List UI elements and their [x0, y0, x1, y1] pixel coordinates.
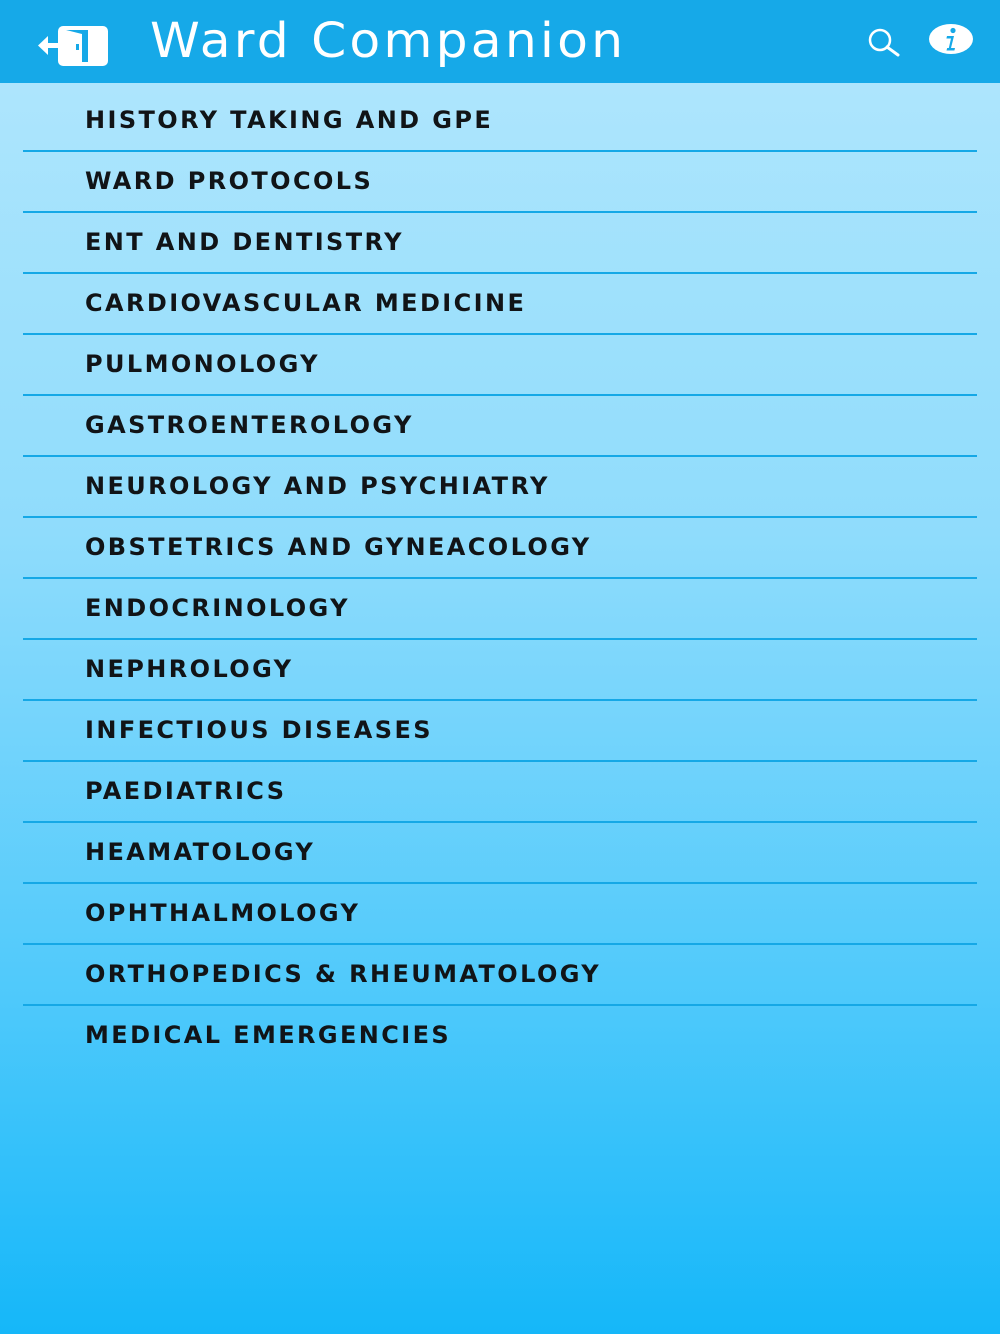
- menu-item-label: HEAMATOLOGY: [85, 838, 316, 866]
- info-button[interactable]: [927, 22, 975, 58]
- menu-item-label: WARD PROTOCOLS: [85, 167, 374, 195]
- menu-item-label: NEUROLOGY AND PSYCHIATRY: [85, 472, 550, 500]
- menu-item-orthopedics-rheumatology[interactable]: [23, 945, 977, 1006]
- menu-item-paediatrics[interactable]: [23, 762, 977, 823]
- topic-menu-list: [23, 91, 977, 1065]
- menu-item-endocrinology[interactable]: [23, 579, 977, 640]
- menu-item-heamatology[interactable]: [23, 823, 977, 884]
- menu-item-nephrology[interactable]: [23, 640, 977, 701]
- exit-door-icon: [36, 20, 112, 70]
- menu-item-pulmonology[interactable]: [23, 335, 977, 396]
- menu-item-infectious-diseases[interactable]: [23, 701, 977, 762]
- menu-item-label: PAEDIATRICS: [85, 777, 287, 805]
- menu-item-label: CARDIOVASCULAR MEDICINE: [85, 289, 527, 317]
- menu-item-label: HISTORY TAKING AND GPE: [85, 106, 494, 134]
- menu-item-cardiovascular[interactable]: [23, 274, 977, 335]
- menu-item-obstetrics[interactable]: [23, 518, 977, 579]
- app-header: [0, 0, 1000, 83]
- menu-item-label: MEDICAL EMERGENCIES: [85, 1021, 452, 1049]
- menu-item-ophthalmology[interactable]: [23, 884, 977, 945]
- menu-item-label: ORTHOPEDICS & RHEUMATOLOGY: [85, 960, 602, 988]
- menu-item-medical-emergencies[interactable]: [23, 1006, 977, 1065]
- menu-item-label: NEPHROLOGY: [85, 655, 294, 683]
- menu-item-neurology-psychiatry[interactable]: [23, 457, 977, 518]
- menu-item-label: ENDOCRINOLOGY: [85, 594, 350, 622]
- info-icon: [927, 22, 975, 58]
- menu-item-label: OBSTETRICS AND GYNEACOLOGY: [85, 533, 592, 561]
- search-icon: [862, 24, 904, 60]
- menu-item-ward-protocols[interactable]: [23, 152, 977, 213]
- exit-button[interactable]: [36, 20, 112, 70]
- menu-item-label: GASTROENTEROLOGY: [85, 411, 414, 439]
- menu-item-label: PULMONOLOGY: [85, 350, 320, 378]
- menu-item-label: OPHTHALMOLOGY: [85, 899, 361, 927]
- menu-item-label: ENT AND DENTISTRY: [85, 228, 404, 256]
- search-button[interactable]: [862, 24, 904, 60]
- menu-item-label: INFECTIOUS DISEASES: [85, 716, 433, 744]
- menu-item-ent-dentistry[interactable]: [23, 213, 977, 274]
- menu-item-gastroenterology[interactable]: [23, 396, 977, 457]
- menu-item-history-taking[interactable]: [23, 91, 977, 152]
- app-title: Ward Companion: [150, 13, 627, 69]
